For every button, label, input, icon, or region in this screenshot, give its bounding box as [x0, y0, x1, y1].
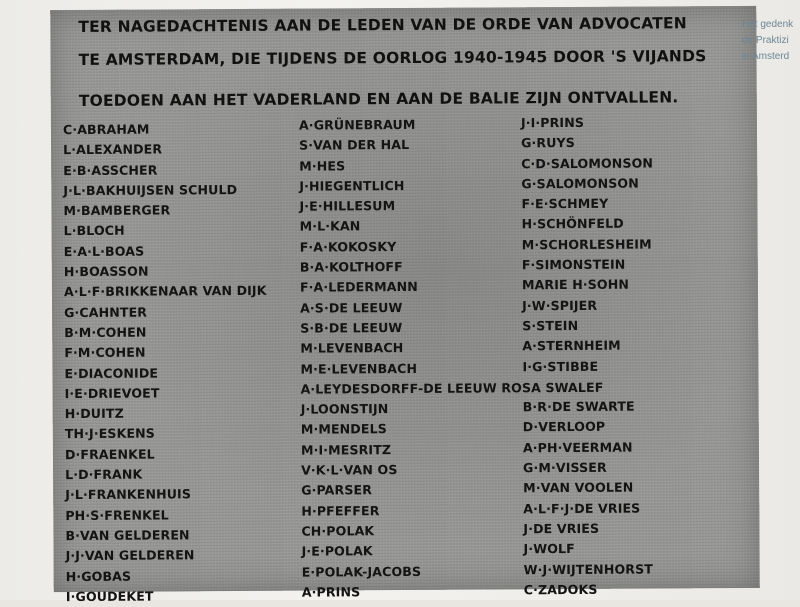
name-entry: I·GOUDEKET — [65, 588, 154, 604]
caption-line-1: Het gedenk — [742, 19, 794, 30]
name-entry: M·LEVENBACH — [300, 340, 404, 356]
name-entry: J·DE VRIES — [523, 520, 600, 537]
name-entry — [522, 376, 654, 397]
name-entry: B·A·KOLTHOFF — [299, 259, 403, 275]
name-entry: A·STERNHEIM — [522, 337, 621, 354]
name-entry: I·G·STIBBE — [522, 358, 599, 374]
name-entry: F·A·KOKOSKY — [299, 238, 397, 255]
name-entry: V·K·L·VAN OS — [300, 462, 398, 478]
name-entry: A·L·F·BRIKKENAAR VAN DIJK — [63, 283, 267, 300]
name-entry: W·J·WIJTENHORST — [523, 561, 653, 577]
memorial-plaque — [50, 6, 760, 604]
name-entry: M·SCHORLESHEIM — [521, 236, 652, 253]
plaque-heading-line-1: TER NAGEDACHTENIS AAN DE LEDEN VAN DE ORDE VAN ADVOCATEN — [78, 14, 688, 36]
name-entry: A·S·DE LEEUW — [300, 299, 403, 316]
name-entry: J·L·FRANKENHUIS — [65, 486, 192, 503]
name-entry: C·D·SALOMONSON — [521, 155, 654, 171]
name-entry: L·BLOCH — [63, 223, 125, 239]
name-entry: E·A·L·BOAS — [63, 243, 145, 259]
name-entry: L·D·FRANK — [65, 466, 143, 483]
name-entry: F·SIMONSTEIN — [521, 256, 626, 273]
name-entry: A·PRINS — [301, 584, 361, 600]
name-entry: M·L·KAN — [299, 218, 361, 235]
name-entry: C·ABRAHAM — [62, 121, 150, 138]
name-entry: B·VAN GELDEREN — [65, 527, 190, 544]
name-entry: S·VAN DER HAL — [299, 137, 410, 153]
name-entry: J·E·HILLESUM — [299, 198, 396, 214]
name-entry: H·SCHÖNFELD — [521, 216, 624, 232]
name-entry: G·M·VISSER — [522, 459, 607, 476]
name-entry: MARIE H·SOHN — [521, 277, 629, 293]
name-entry: L·ALEXANDER — [63, 141, 163, 158]
name-entry: J·L·BAKHUIJSEN SCHULD — [63, 181, 238, 198]
name-entry: J·WOLF — [523, 541, 575, 557]
name-entry: M·E·LEVENBACH — [300, 360, 418, 377]
plaque-heading-line-3: TOEDOEN AAN HET VADERLAND EN AAN DE BALIE ZIJN ONTVALLEN. — [78, 88, 679, 110]
name-entry: A·GRÜNEBRAUM — [298, 116, 416, 133]
name-entry: H·PFEFFER — [301, 502, 380, 519]
name-entry: J·I·PRINS — [520, 114, 585, 131]
name-entry: CH·POLAK — [301, 523, 375, 539]
name-entry: H·BOASSON — [63, 263, 149, 280]
name-entry: G·CAHNTER — [64, 304, 148, 320]
name-entry: D·VERLOOP — [522, 419, 606, 435]
names-column-1 — [63, 119, 269, 607]
name-entry: E·B·ASSCHER — [63, 162, 158, 178]
name-entry: G·SALOMONSON — [521, 175, 639, 192]
name-entry: F·E·SCHMEY — [521, 195, 609, 212]
name-entry: M·VAN VOOLEN — [523, 479, 634, 496]
name-entry: J·W·SPIJER — [521, 297, 598, 313]
name-entry: F·M·COHEN — [64, 344, 146, 361]
photo-caption — [742, 17, 800, 65]
name-entry: J·J·VAN GELDEREN — [65, 547, 195, 564]
name-entry: M·BAMBERGER — [63, 202, 171, 219]
name-entry: S·STEIN — [522, 317, 579, 334]
name-entry: C·ZADOKS — [523, 581, 598, 598]
name-entry: M·HES — [299, 157, 346, 174]
name-entry: A·PH·VEERMAN — [522, 439, 633, 456]
name-entry: TH·J·ESKENS — [64, 425, 156, 442]
name-entry: J·E·POLAK — [301, 543, 373, 559]
name-entry: J·HIEGENTLICH — [299, 177, 405, 194]
caption-line-2: de Praktizi — [742, 35, 789, 46]
name-entry: G·PARSER — [301, 482, 373, 498]
name-entry: A·LEYDESDORFF-DE LEEUW ROSA SWALEF — [300, 379, 604, 397]
name-entry: B·R·DE SWARTE — [522, 398, 635, 415]
name-entry: H·DUITZ — [64, 405, 124, 422]
name-entry: S·B·DE LEEUW — [300, 319, 403, 336]
name-entry: M·I·MESRITZ — [300, 441, 392, 458]
names-column-3 — [521, 112, 656, 600]
name-entry: J·LOONSTIJN — [300, 401, 389, 417]
name-entry: I·E·DRIEVOET — [64, 385, 160, 401]
name-entry: D·FRAENKEL — [64, 446, 155, 462]
name-entry: B·M·COHEN — [64, 324, 147, 341]
name-entry: G·RUYS — [521, 135, 575, 151]
name-entry: M·MENDELS — [300, 421, 387, 438]
caption-line-3: in Amsterd — [742, 51, 790, 62]
plaque-heading-line-2: TE AMSTERDAM, DIE TIJDENS DE OORLOG 1940-1945 DOOR 'S VIJANDS — [78, 47, 707, 69]
name-entry: E·DIACONIDE — [64, 365, 159, 381]
name-entry: PH·S·FRENKEL — [65, 507, 169, 523]
name-entry: F·A·LEDERMANN — [299, 279, 418, 296]
name-entry: E·POLAK-JACOBS — [301, 563, 422, 580]
name-entry: A·L·F·J·DE VRIES — [523, 500, 641, 516]
name-entry: H·GOBAS — [65, 568, 132, 584]
